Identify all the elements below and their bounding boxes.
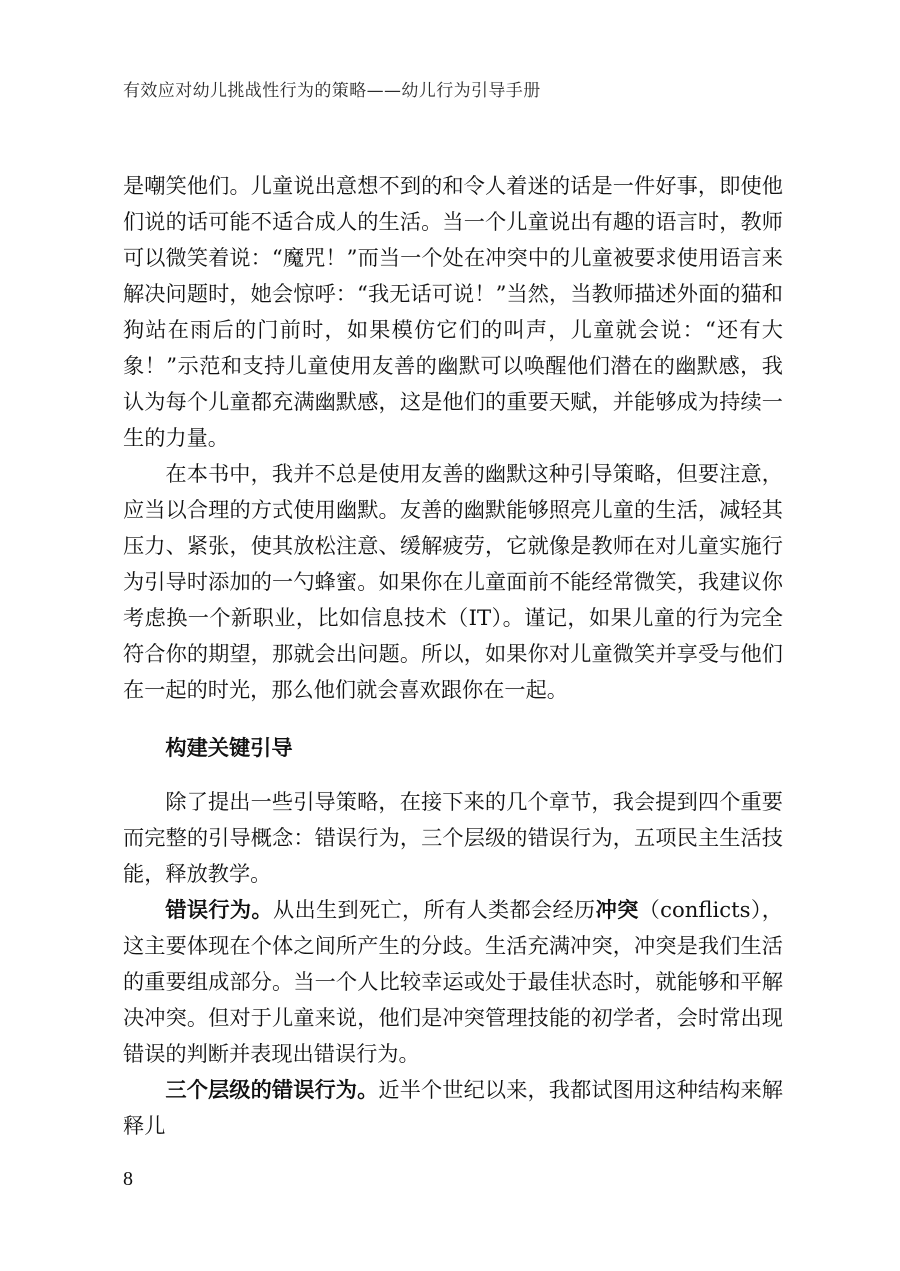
paragraph-humor-continued: 是嘲笑他们。儿童说出意想不到的和令人着迷的话是一件好事，即使他们说的话可能不适合成人的生活。当一个儿童说出有趣的语言时，教师可以微笑着说：“魔咒！”而当一个处在冲突中的儿童被要求使用语言来解决问题时，她会惊呼：“我无话可说！”当然，当教师描述外面的猫和狗站在雨后的门前时，如果模仿它们的叫声，儿童就会说：“还有大象！”示范和支持儿童使用友善的幽默可以唤醒他们潜在的幽默感，我认为每个儿童都充满幽默感，这是他们的重要天赋，并能够成为持续一生的力量。: [123, 173, 783, 450]
term-three-levels: 三个层级的错误行为。: [165, 1077, 379, 1102]
paragraph-mistaken-behavior-text-a: 从出生到死亡，所有人类都会经历: [272, 897, 596, 922]
paragraph-mistaken-behavior: [123, 892, 783, 1072]
page-number: 8: [123, 1168, 133, 1190]
paragraph-guidance-concepts: 除了提出一些引导策略，在接下来的几个章节，我会提到四个重要而完整的引导概念：错误行为，三个层级的错误行为，五项民主生活技能，释放教学。: [123, 789, 783, 886]
body-text: [123, 168, 783, 1144]
term-mistaken-behavior: 错误行为。: [165, 897, 273, 922]
paragraph-three-levels: [123, 1072, 783, 1144]
section-heading: 构建关键引导: [165, 735, 293, 760]
term-conflict: 冲突: [595, 897, 639, 922]
paragraph-humor-strategy: 在本书中，我并不总是使用友善的幽默这种引导策略，但要注意，应当以合理的方式使用幽默。友善的幽默能够照亮儿童的生活，减轻其压力、紧张，使其放松注意、缓解疲劳，它就像是教师在对儿童实施行为引导时添加的一勺蜂蜜。如果你在儿童面前不能经常微笑，我建议你考虑换一个新职业，比如信息技术（IT）。谨记，如果儿童的行为完全符合你的期望，那就会出问题。所以，如果你对儿童微笑并享受与他们在一起的时光，那么他们就会喜欢跟你在一起。: [123, 461, 783, 702]
running-header: 有效应对幼儿挑战性行为的策略——幼儿行为引导手册: [123, 81, 541, 101]
paragraph-three-levels-text: 近半个世纪以来，我都试图用这种结构来解释儿: [123, 1077, 783, 1138]
paragraph-mistaken-behavior-text-b: （conflicts），这主要体现在个体之间所产生的分歧。生活充满冲突，冲突是我们生活的重要组成部分。当一个人比较幸运或处于最佳状态时，就能够和平解决冲突。但对于儿童来说，他们是冲突管理技能的初学者，会时常出现错误的判断并表现出错误行为。: [123, 897, 783, 1066]
